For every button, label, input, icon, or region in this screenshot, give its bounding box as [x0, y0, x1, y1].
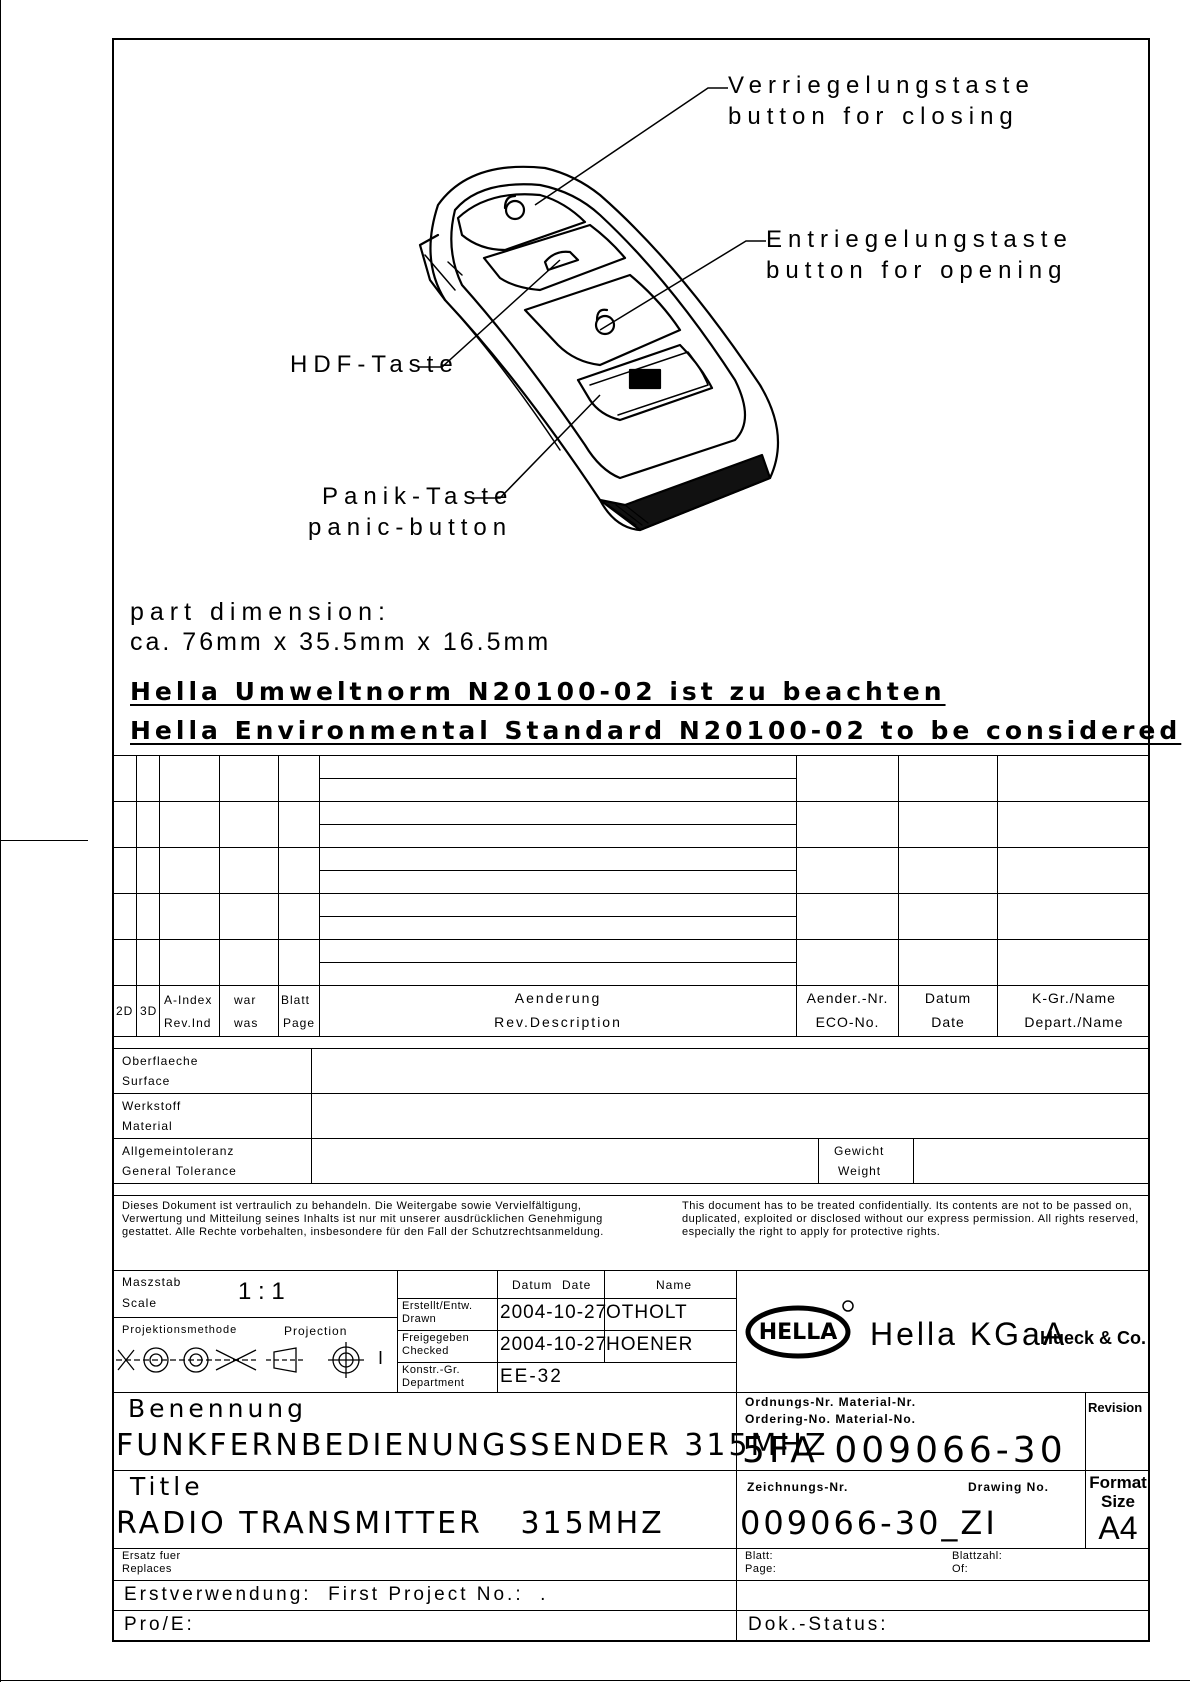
sheets-label-en: Of: — [952, 1563, 969, 1575]
dept-value: EE-32 — [500, 1366, 563, 1387]
company-suffix: Hueck & Co. — [1040, 1328, 1147, 1348]
sheets-label-de: Blattzahl: — [952, 1550, 1003, 1562]
projection-label-en: Projection — [284, 1324, 348, 1338]
trunk-button-shape — [484, 225, 625, 290]
drawing-value: 009066-30_ZI — [740, 1504, 998, 1542]
dimension-value: ca. 76mm x 35.5mm x 16.5mm — [130, 628, 552, 656]
scale-label-de: Maszstab — [122, 1275, 182, 1289]
checked-name: HOENER — [606, 1334, 694, 1355]
rev-header-desc-de: Aenderung — [514, 990, 602, 1006]
sheet-label-de: Blatt: — [745, 1550, 774, 1562]
col-date-de: Datum — [512, 1278, 553, 1292]
callout-unlock-de: Entriegelungstaste — [766, 226, 1073, 253]
first-use: Erstverwendung: First Project No.: . — [124, 1584, 549, 1605]
rev-header-eco-en: ECO-No. — [815, 1014, 880, 1030]
rev-header-desc-en: Rev.Description — [494, 1014, 622, 1030]
projection-symbol-icon — [116, 1338, 386, 1382]
weight-label-de: Gewicht — [834, 1144, 885, 1158]
format-value: A4 — [1098, 1510, 1138, 1546]
rev-header-date-de: Datum — [924, 990, 972, 1006]
projection-label-de: Projektionsmethode — [122, 1324, 238, 1336]
rev-header-2d: 2D — [116, 1004, 134, 1018]
margin-mark — [0, 840, 88, 841]
sheet-edge-bottom — [0, 1680, 1190, 1681]
standard-de: Hella Umweltnorm N20100-02 ist zu beachten — [130, 677, 946, 706]
drawing-label-de: Zeichnungs-Nr. — [747, 1480, 849, 1494]
format-label-2: Size — [1100, 1492, 1136, 1511]
replaces-label-de: Ersatz fuer — [122, 1550, 181, 1562]
surface-label-de: Oberflaeche — [122, 1054, 199, 1068]
rev-header-eco-de: Aender.-Nr. — [806, 990, 889, 1006]
leader-lock — [535, 88, 728, 205]
rev-header-war-en: was — [234, 1016, 259, 1030]
rev-header-aindex-en: Rev.Ind — [164, 1016, 212, 1030]
drawn-name: OTHOLT — [606, 1302, 688, 1323]
dept-label-en: Department — [402, 1377, 465, 1389]
title-label: Title — [130, 1472, 204, 1501]
tolerance-label-en: General Tolerance — [122, 1164, 237, 1178]
ordering-label-en: Ordering-No. Material-No. — [745, 1412, 917, 1426]
callout-trunk: HDF-Taste — [290, 351, 459, 378]
weight-label-en: Weight — [838, 1164, 882, 1178]
drawn-label-de: Erstellt/Entw. — [402, 1300, 473, 1312]
confidential-en: This document has to be treated confidentially. Its contents are not to be passed on, duplicated, exploited or disclosed without our express permission. All rights reserved, especially the right to apply for protective rights. — [682, 1200, 1139, 1238]
callout-lock-en: button for closing — [728, 103, 1019, 130]
dept-label-de: Konstr.-Gr. — [402, 1364, 461, 1376]
checked-label-en: Checked — [402, 1345, 449, 1357]
revision-label: Revision — [1088, 1400, 1143, 1415]
company-name: Hella KGaA — [870, 1316, 1068, 1352]
hella-logo-text: HELLA — [758, 1320, 838, 1345]
ordering-label-de: Ordnungs-Nr. Material-Nr. — [745, 1395, 917, 1409]
checked-date: 2004-10-27 — [500, 1334, 608, 1355]
ordering-value: 5FA 009066-30 — [742, 1430, 1067, 1471]
callout-unlock-en: button for opening — [766, 257, 1068, 284]
scale-value: 1 : 1 — [238, 1278, 285, 1305]
title-value: RADIO TRANSMITTER 315MHZ — [116, 1506, 665, 1541]
benennung-value: FUNKFERNBEDIENUNGSSENDER 315MHZ — [116, 1428, 829, 1463]
checked-label-de: Freigegeben — [402, 1332, 470, 1344]
sheet-label-en: Page: — [745, 1563, 777, 1575]
replaces-label-en: Replaces — [122, 1563, 172, 1575]
projection-mark: I — [378, 1348, 384, 1368]
confidential-de: Dieses Dokument ist vertraulich zu behandeln. Die Weitergabe sowie Vervielfältigung, Verwertung und Mitteilung seines Inhalts ist nur mit unserer ausdrücklichen Genehmigung gestattet. Alle Rechte vorbehalten, insbesondere für den Fall der Schutzrechtsanmeldung. — [122, 1200, 604, 1238]
material-label-en: Material — [122, 1119, 173, 1133]
rev-header-dept-de: K-Gr./Name — [1032, 990, 1116, 1006]
drawn-label-en: Drawn — [402, 1313, 437, 1325]
standard-en: Hella Environmental Standard N20100-02 to be considered — [130, 716, 1182, 745]
fob-end-cap — [600, 455, 770, 530]
benennung-label: Benennung — [128, 1394, 308, 1423]
callout-panic-en: panic-button — [308, 514, 513, 541]
rev-header-blatt-de: Blatt — [281, 993, 311, 1007]
format-label-1: Format — [1089, 1473, 1147, 1492]
leader-unlock — [600, 241, 766, 330]
rev-header-aindex-de: A-Index — [164, 993, 213, 1007]
drawing-label-en: Drawing No. — [968, 1480, 1050, 1494]
material-label-de: Werkstoff — [122, 1099, 182, 1113]
scale-label-en: Scale — [122, 1296, 158, 1310]
unlock-button-shape — [525, 275, 680, 365]
col-name: Name — [656, 1278, 693, 1292]
dimension-label: part dimension: — [130, 598, 391, 626]
surface-label-en: Surface — [122, 1074, 171, 1088]
rev-header-war-de: war — [234, 993, 257, 1007]
rev-header-3d: 3D — [140, 1004, 158, 1018]
callout-lock-de: Verriegelungstaste — [728, 72, 1035, 99]
col-date-en: Date — [562, 1278, 592, 1292]
rev-header-date-en: Date — [931, 1014, 965, 1030]
drawn-date: 2004-10-27 — [500, 1302, 608, 1323]
proe-label: Pro/E: — [124, 1614, 195, 1635]
rev-header-blatt-en: Page — [283, 1016, 316, 1030]
callout-panic-de: Panik-Taste — [322, 483, 514, 510]
doc-status-label: Dok.-Status: — [748, 1614, 889, 1635]
tolerance-label-de: Allgemeintoleranz — [122, 1144, 235, 1158]
rev-header-dept-en: Depart./Name — [1024, 1014, 1124, 1030]
